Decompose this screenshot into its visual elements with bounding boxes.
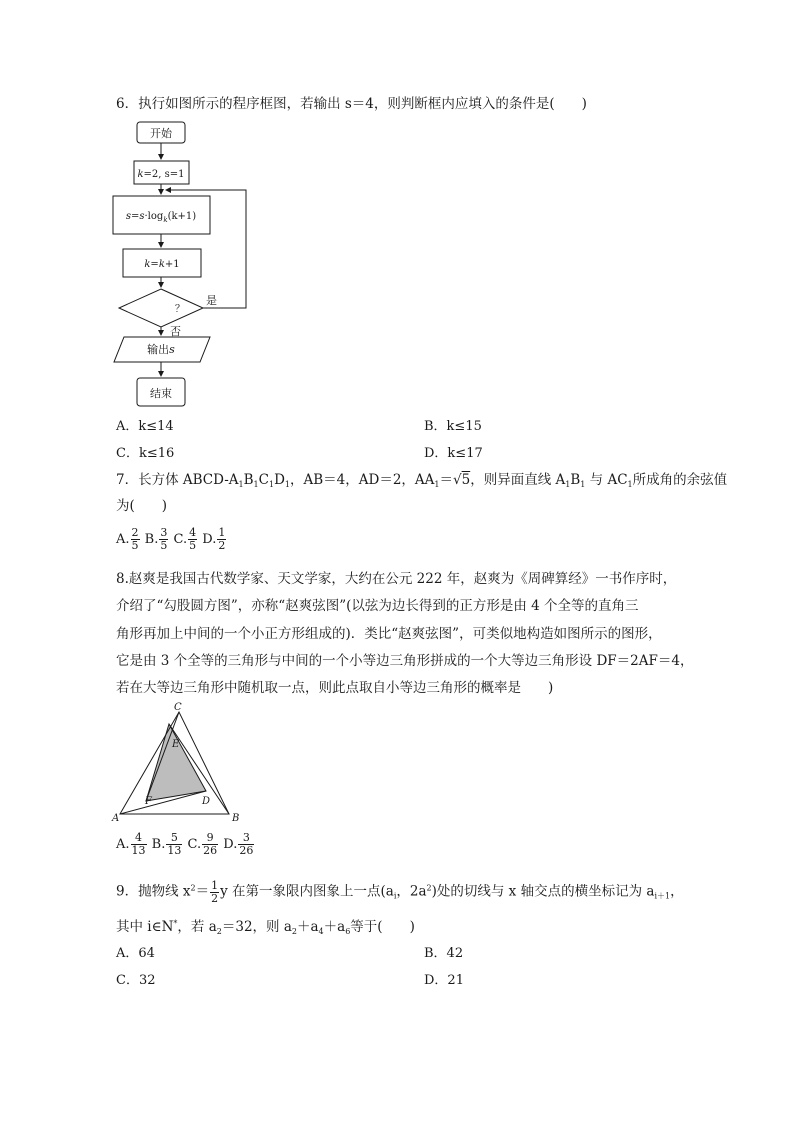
q8-label-e: E — [172, 739, 180, 750]
q7-option-b[interactable]: B. $\frac{3}{5}$ — [144, 526, 168, 552]
q6-stem: 6．执行如图所示的程序框图，若输出 s＝4，则判断框内应填入的条件是( ) — [116, 96, 587, 112]
flow-no-label: 否 — [170, 325, 181, 338]
q7-option-c[interactable]: C. $\frac{4}{5}$ — [173, 526, 197, 552]
q6-option-b[interactable]: B．k≤15 — [424, 419, 482, 434]
q9-stem-line1: 9．抛物线 $x^2=$ $\frac{1}{2}$ y 在第一象限内图象上一点($a_i$，$2a^2$)处的切线与 x 轴交点的横坐标记为 $a_{i+1}$， — [116, 879, 684, 905]
q6-flowchart — [108, 116, 268, 412]
q9-option-c[interactable]: C．32 — [116, 973, 156, 988]
q9-stem-line2: 其中 i∈N*，若 $a_2=32$，则 $a_2+a_4+a_6$等于( ) — [116, 919, 415, 936]
q8-label-b: B — [232, 813, 240, 824]
q7-option-d[interactable]: D. $\frac{1}{2}$ — [202, 526, 226, 552]
q9-option-b[interactable]: B．42 — [424, 946, 464, 961]
q6-option-a[interactable]: A．k≤14 — [116, 419, 174, 434]
q8-label-d: D — [202, 796, 211, 807]
q8-options — [116, 832, 255, 856]
flow-output-label: 输出s — [147, 343, 175, 356]
q8-small-triangle — [146, 724, 206, 801]
q8-label-a: A — [112, 813, 120, 824]
q8-option-a[interactable]: A. $\frac{4}{13}$ — [116, 831, 146, 857]
q8-figure — [108, 700, 258, 824]
q8-stem-line1: 8.赵爽是我国古代数学家、天文学家，大约在公元 222 年，赵爽为《周碑算经》一书作序时， — [116, 571, 677, 587]
q6-option-c[interactable]: C．k≤16 — [116, 446, 175, 461]
q8-stem-line5: 若在大等边三角形中随机取一点，则此点取自小等边三角形的概率是 ) — [116, 680, 554, 696]
flow-start-label: 开始 — [150, 127, 172, 140]
flow-init-label: k=2, s=1 — [137, 169, 185, 180]
q6-option-d[interactable]: D．k≤17 — [424, 446, 483, 461]
q8-stem-line3: 角形再加上中间的一个小正方形组成的)．类比“赵爽弦图”，可类似地构造如图所示的图形， — [116, 626, 662, 642]
q8-label-f: F — [145, 796, 152, 807]
flow-end-label: 结束 — [150, 387, 172, 400]
flow-decision-label: ？ — [175, 304, 185, 315]
flow-decision — [119, 289, 203, 327]
q7-option-a[interactable]: A. $\frac{2}{5}$ — [116, 526, 139, 552]
q8-option-d[interactable]: D. $\frac{3}{26}$ — [223, 831, 254, 857]
q8-stem-line2: 介绍了“勾股圆方图”，亦称“赵爽弦图”(以弦为边长得到的正方形是由 4 个全等的直角三 — [116, 598, 639, 614]
flow-incr-label: k=k+1 — [144, 259, 180, 270]
flow-body-label: $s=s\cdot\log_k(k+1)$ — [125, 211, 197, 224]
q7-stem-line1: 7．长方体 ABCD-$A_1B_1C_1D_1$，AB＝4，AD＝2，$AA_1=√5$，则异面直线 $A_1B_1$ 与 $AC_1$所成角的余弦值 — [116, 472, 728, 489]
flow-yes-label: 是 — [206, 294, 217, 307]
q8-option-b[interactable]: B. $\frac{5}{13}$ — [151, 831, 182, 857]
q8-stem-line4: 它是由 3 个全等的三角形与中间的一个小等边三角形拼成的一个大等边三角形设 DF＝2AF＝4， — [116, 653, 694, 669]
q9-option-a[interactable]: A．64 — [116, 946, 155, 961]
q8-option-c[interactable]: C. $\frac{9}{26}$ — [187, 831, 218, 857]
q9-option-d[interactable]: D．21 — [424, 973, 464, 988]
q7-stem-line2: 为( ) — [116, 498, 168, 514]
q7-options — [116, 527, 227, 551]
q8-label-c: C — [174, 702, 182, 713]
